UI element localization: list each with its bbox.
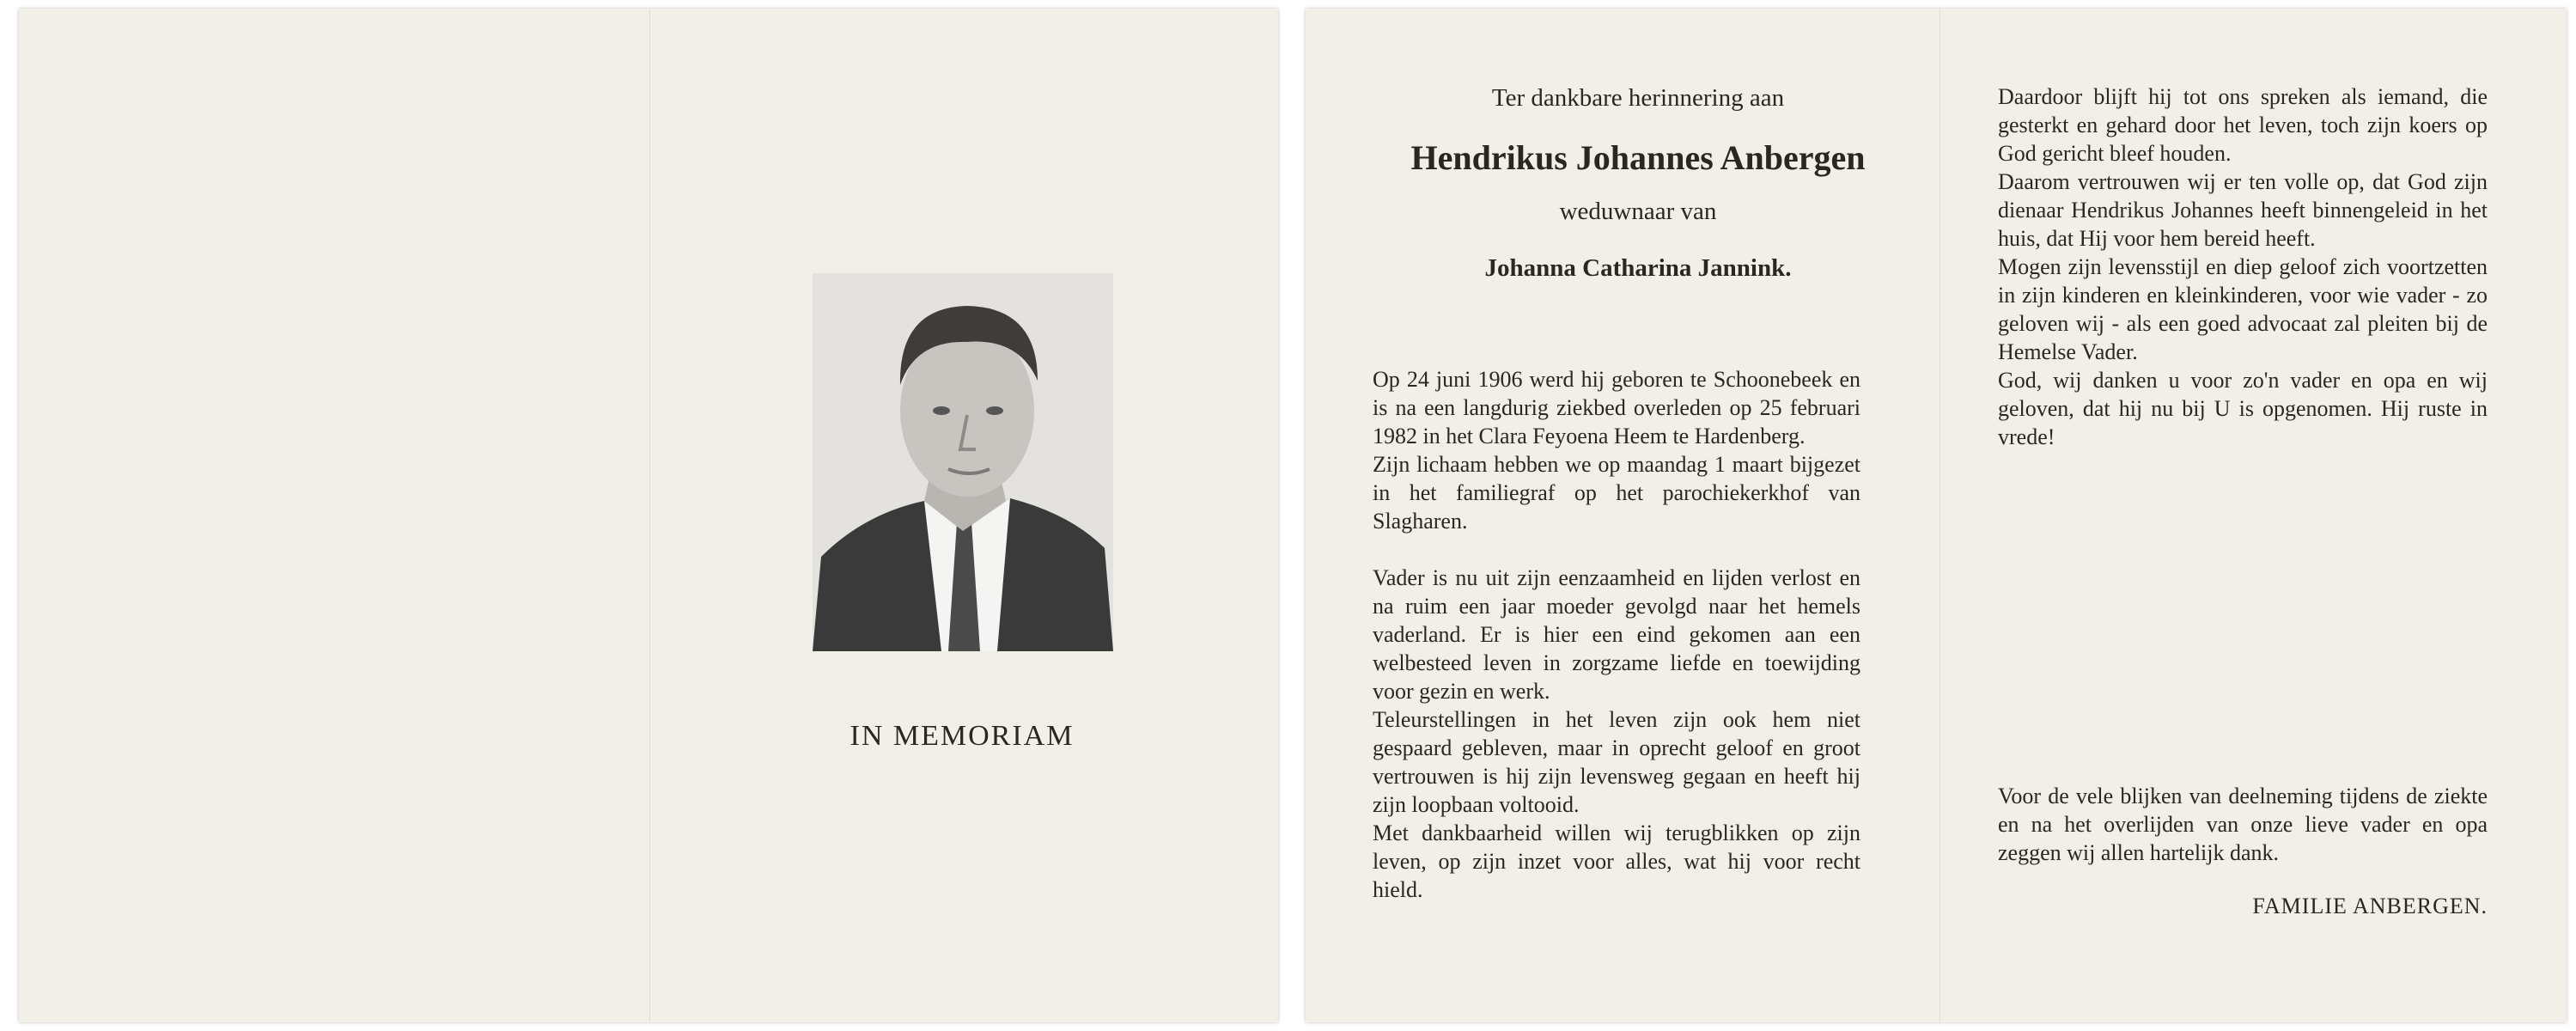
- reflection-paragraph: God, wij danken u voor zo'n vader en opa en wij geloven, dat hij nu bij U is opgenomen. Hij ruste in vrede!: [1998, 368, 2488, 449]
- biography-paragraph: Teleurstellingen in het leven zijn ook hem niet gespaard gebleven, maar in oprecht geloof en groot vertrouwen is hij zijn levensweg gegaan en heeft hij zijn loopbaan voltooid.: [1373, 707, 1860, 817]
- deceased-name: Hendrikus Johannes Anbergen: [1410, 138, 1866, 177]
- biography-column: [1373, 365, 1860, 904]
- reflection-column: [1998, 82, 2488, 451]
- family-signature: FAMILIE ANBERGEN.: [2252, 894, 2488, 918]
- thanks-note: Voor de vele blijken van deelneming tijdens de ziekte en na het overlijden van onze lieve vader en opa zeggen wij allen hartelijk dank.: [1998, 784, 2488, 865]
- biography-paragraph: Met dankbaarheid willen wij terugblikken op zijn leven, op zijn inzet voor alles, wat hij voor recht hield.: [1373, 821, 1860, 902]
- reflection-paragraph: Daarom vertrouwen wij er ten volle op, dat God zijn dienaar Hendrikus Johannes heeft binnengeleid in het huis, dat Hij voor hem bereid heeft.: [1998, 169, 2488, 251]
- fold-line: [1940, 9, 1941, 1022]
- reflection-paragraph: Daardoor blijft hij tot ons spreken als iemand, die gesterkt en gehard door het leven, toch zijn koers op God gericht bleef houden.: [1998, 84, 2488, 166]
- reflection-paragraph: Mogen zijn levensstijl en diep geloof zich voortzetten in zijn kinderen en kleinkinderen, voor wie vader - zo geloven wij - als een goed advocaat zal pleiten bij de Hemelse Vader.: [1998, 254, 2488, 364]
- intro-line: Ter dankbare herinnering aan: [1491, 84, 1785, 112]
- in-memoriam-heading: IN MEMORIAM: [850, 720, 1075, 752]
- biography-paragraph: Op 24 juni 1906 werd hij geboren te Schoonebeek en is na een langdurig ziekbed overleden op 25 februari 1982 in het Clara Feyoena Heem te Hardenberg.: [1373, 367, 1860, 448]
- biography-paragraph: Zijn lichaam hebben we op maandag 1 maart bijgezet in het familiegraf op het parochiekerkhof van Slagharen.: [1373, 452, 1860, 534]
- biography-paragraph: Vader is nu uit zijn eenzaamheid en lijden verlost en na ruim een jaar moeder gevolgd naar het hemels vaderland. Er is hier een eind gekomen aan een welbesteed leven in zorgzame liefde en toewijding voor gezin en werk.: [1373, 565, 1860, 704]
- fold-line: [649, 9, 651, 1022]
- portrait-photo: [813, 273, 1113, 651]
- spouse-name: Johanna Catharina Jannink.: [1484, 254, 1792, 282]
- relation-line: weduwnaar van: [1559, 198, 1717, 225]
